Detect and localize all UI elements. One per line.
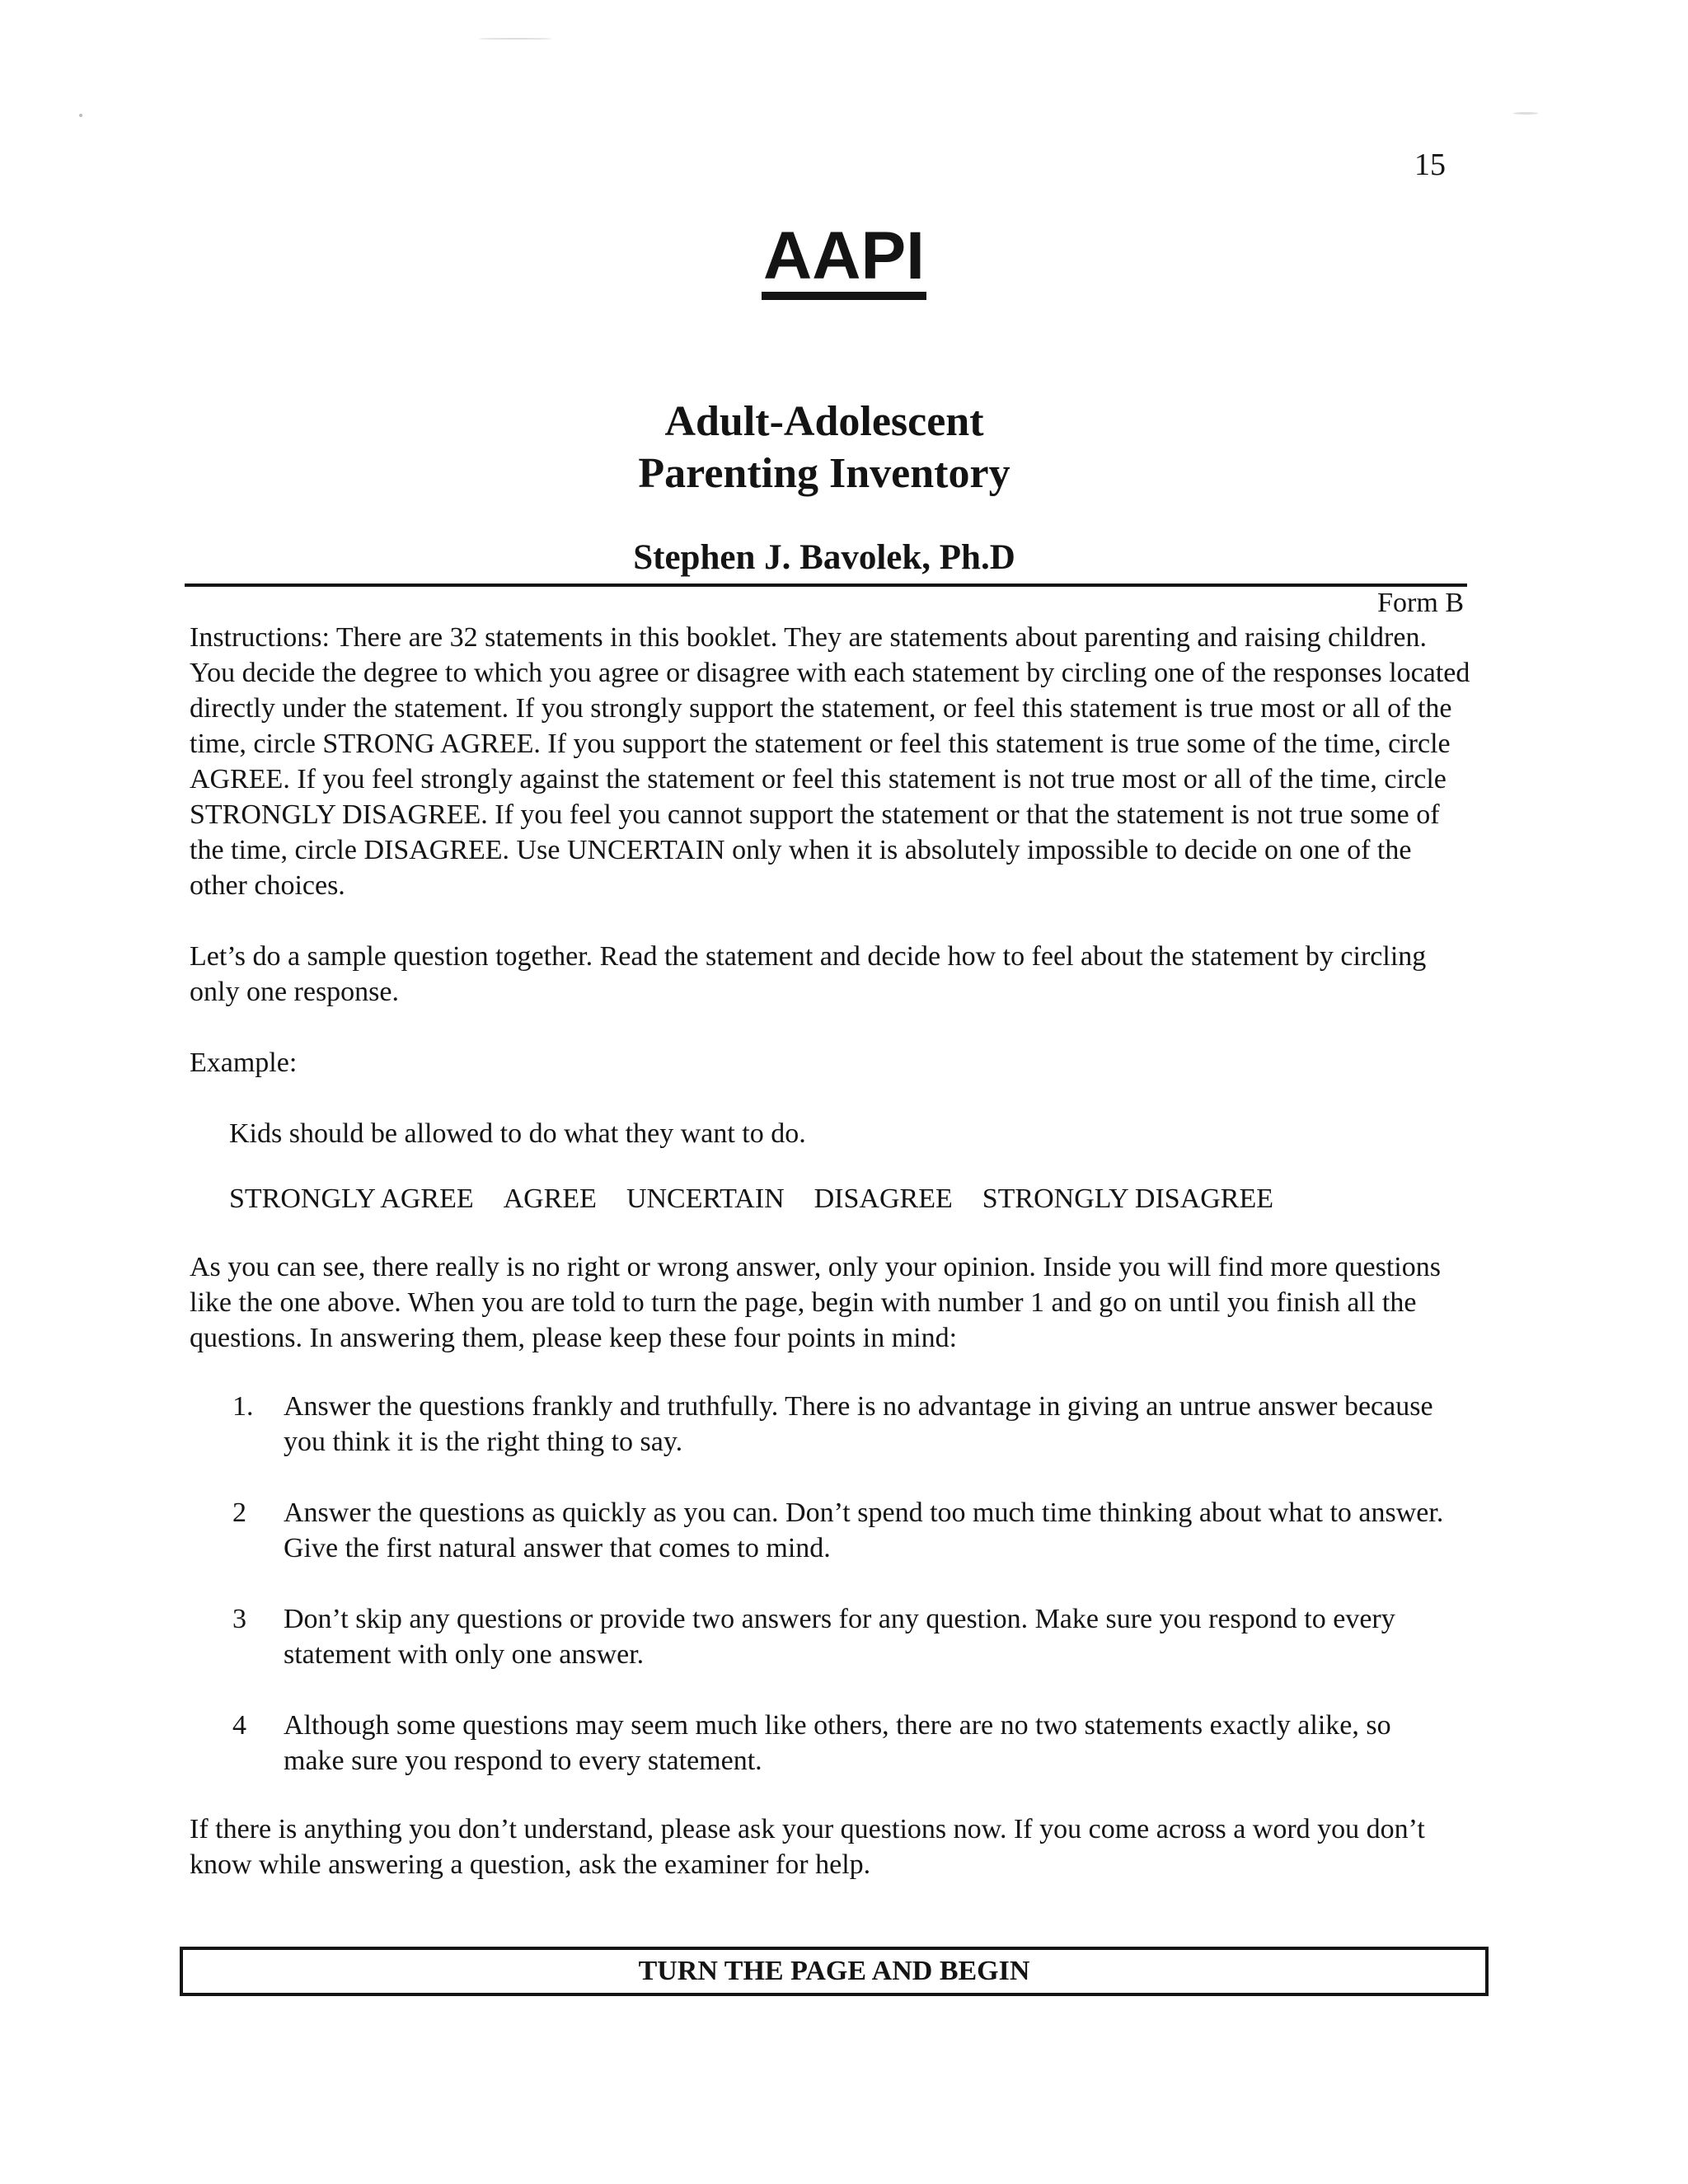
response-option-disagree: DISAGREE [814, 1183, 953, 1214]
header-divider [185, 583, 1467, 587]
list-item [190, 1708, 1475, 1779]
instructions-paragraph: Instructions: There are 32 statements in this booklet. They are statements about parenting and raising children. You decide the degree to which you agree or disagree with each statement by circling one of the responses located directly under the statement. If you strongly support the statement, or feel this statement is true most or all of the time, circle STRONG AGREE. If you support the statement or feel this statement is true some of the time, circle AGREE. If you feel strongly against the statement or feel this statement is not true most or all of the time, circle STRONGLY DISAGREE. If you feel you cannot support the statement or that the statement is not true some of the time, circle DISAGREE. Use UNCERTAIN only when it is absolutely impossible to decide on one of the other choices. [190, 622, 1470, 901]
point-number: 2 [232, 1497, 246, 1528]
subtitle-line-1: Adult-Adolescent [664, 398, 984, 445]
point-text: Although some questions may seem much like others, there are no two statements exactly alike, so make sure you respond to every statement. [284, 1710, 1391, 1776]
closing-paragraph: If there is anything you don’t understand, please ask your questions now. If you come across a word you don’t know while answering a question, ask the examiner for help. [190, 1814, 1425, 1880]
example-block [190, 1116, 1475, 1216]
list-item [190, 1495, 1475, 1566]
document-body [190, 620, 1475, 1882]
point-text: Answer the questions as quickly as you can. Don’t spend too much time thinking about what to answer. Give the first natural answer that comes to mind. [284, 1497, 1444, 1563]
points-list [190, 1389, 1475, 1779]
author-name: Stephen J. Bavolek, Ph.D [633, 538, 1015, 577]
form-label: Form B [1377, 588, 1464, 618]
sample-intro-paragraph: Let’s do a sample question together. Read the statement and decide how to feel about the statement by circling only one response. [190, 941, 1427, 1007]
title-text: AAPI [762, 221, 926, 300]
response-options [229, 1181, 1475, 1216]
response-option-agree: AGREE [503, 1183, 597, 1214]
scan-speck [1513, 112, 1538, 115]
response-option-uncertain: UNCERTAIN [626, 1183, 785, 1214]
example-label: Example: [190, 1047, 298, 1078]
response-option-strongly-disagree: STRONGLY DISAGREE [982, 1183, 1274, 1214]
point-text: Don’t skip any questions or provide two answers for any question. Make sure you respond to every statement with only one answer. [284, 1604, 1395, 1670]
point-number: 1. [232, 1391, 254, 1422]
page-number: 15 [1414, 148, 1446, 182]
turn-page-box: TURN THE PAGE AND BEGIN [180, 1947, 1489, 1996]
scan-speck [478, 38, 552, 40]
list-item [190, 1601, 1475, 1672]
point-text: Answer the questions frankly and truthfully. There is no advantage in giving an untrue answer because you think it is the right thing to say. [284, 1391, 1433, 1457]
document-title [0, 218, 1688, 300]
after-example-paragraph: As you can see, there really is no right or wrong answer, only your opinion. Inside you will find more questions like the one above. When you are told to turn the page, begin with number 1 and go on until you finish all the questions. In answering them, please keep these four points in mind: [190, 1252, 1441, 1353]
point-number: 4 [232, 1710, 246, 1741]
response-option-strongly-agree: STRONGLY AGREE [229, 1183, 474, 1214]
point-number: 3 [232, 1604, 246, 1634]
subtitle-line-2: Parenting Inventory [638, 450, 1010, 497]
scan-speck [79, 114, 82, 117]
example-statement: Kids should be allowed to do what they want to do. [229, 1118, 806, 1149]
document-subtitle [0, 396, 1648, 499]
list-item [190, 1389, 1475, 1460]
